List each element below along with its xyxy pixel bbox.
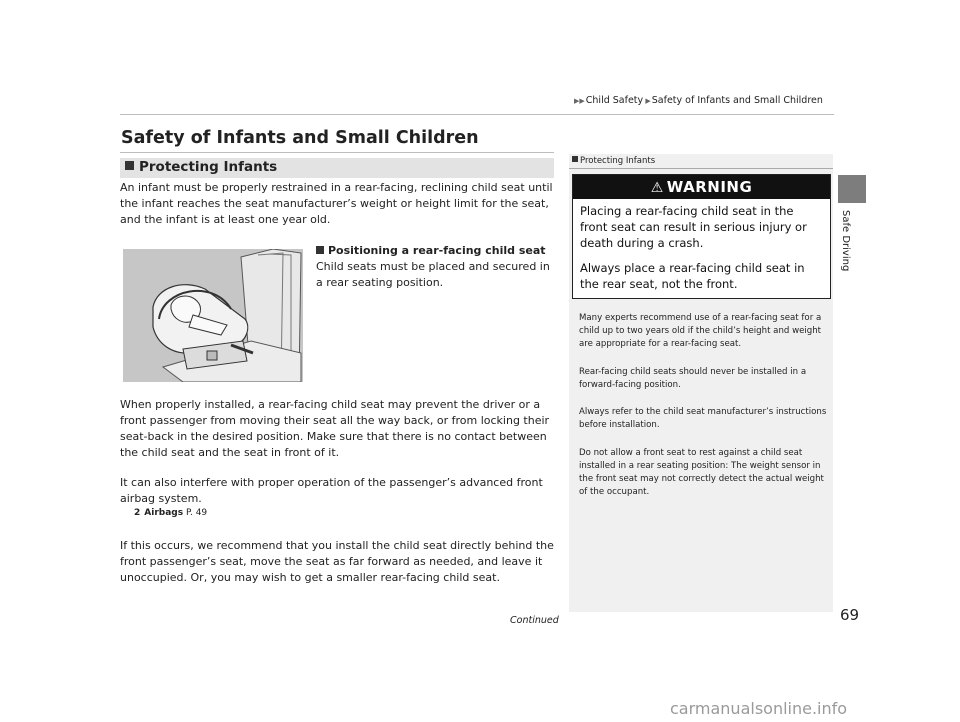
note-paragraph-weight-sensor: Do not allow a front seat to rest against a child seat installed in a rear seating position: The weight sensor in the front seat may not correctly detect the actual weight of the occupant. [579,448,824,497]
chapter-side-label: Safe Driving [840,210,851,272]
breadcrumb-item-current[interactable]: Safety of Infants and Small Children [651,95,823,106]
subsection-square-icon [316,246,324,254]
warning-text-rear-seat: Always place a rear-facing child seat in the rear seat, not the front. [580,261,805,291]
paragraph-recommendation: If this occurs, we recommend that you install the child seat directly behind the front passenger’s seat, move the seat as far forward as needed, and leave it unoccupied. Or, you may wish to get a smaller rear-facing child seat. [120,539,554,584]
paragraph-infant-restraint: An infant must be properly restrained in a rear-facing, reclining child seat until the infant reaches the seat manufacturer’s weight or height limit for the seat, and the infant is at least one year old. [120,181,553,226]
child-seat-drawing [123,249,303,382]
paragraph-airbag-interference: It can also interfere with proper operation of the passenger’s advanced front airbag system. [120,476,543,505]
breadcrumb-arrow-icon: ▶▶ [574,97,585,105]
continued-label: Continued [510,615,559,626]
cross-reference-page[interactable]: P. 49 [185,508,208,518]
paragraph-installation-contact: When properly installed, a rear-facing child seat may prevent the driver or a front passenger from moving their seat all the way back, or from locking their seat-back in the desired position. Make sure that there is no contact between the child seat and the seat in front of it. [120,398,550,459]
cross-reference-airbags[interactable] [134,508,207,518]
cross-reference-icon: 2 [134,508,141,518]
header-divider [120,114,834,115]
section-heading-text: Protecting Infants [139,159,278,175]
paragraph-rear-seating: Child seats must be placed and secured in a rear seating position. [316,260,550,289]
side-note-heading-text: Protecting Infants [580,156,656,166]
subsection-heading-text: Positioning a rear-facing child seat [328,244,546,257]
side-note-divider [569,168,833,169]
rear-facing-child-seat-illustration [123,249,303,382]
section-heading [125,159,277,175]
note-marker-icon [572,156,578,162]
section-square-icon [125,161,134,170]
cross-reference-label[interactable]: Airbags [144,508,184,518]
note-paragraph-instructions: Always refer to the child seat manufacturer’s instructions before installation. [579,407,827,430]
note-paragraph-forward-facing: Rear-facing child seats should never be installed in a forward-facing position. [579,367,807,390]
breadcrumb [574,95,823,106]
chapter-tab-marker [838,175,866,203]
side-note-heading [572,156,655,166]
warning-text-front-seat: Placing a rear-facing child seat in the front seat can result in serious injury or death during a crash. [580,204,807,250]
warning-title-bar [573,175,830,199]
breadcrumb-item-child-safety[interactable]: Child Safety [585,95,644,106]
site-watermark: carmanualsonline.info [670,699,848,718]
warning-title: WARNING [666,178,753,196]
title-divider [120,152,554,153]
note-paragraph-experts: Many experts recommend use of a rear-facing seat for a child up to two years old if the child’s height and weight are appropriate for a rear-facing seat. [579,313,822,349]
subsection-heading [316,244,546,257]
warning-triangle-icon: ⚠ [650,180,664,196]
breadcrumb-arrow-icon: ▶ [643,97,651,105]
page-number: 69 [840,606,860,624]
page-title: Safety of Infants and Small Children [121,128,479,148]
